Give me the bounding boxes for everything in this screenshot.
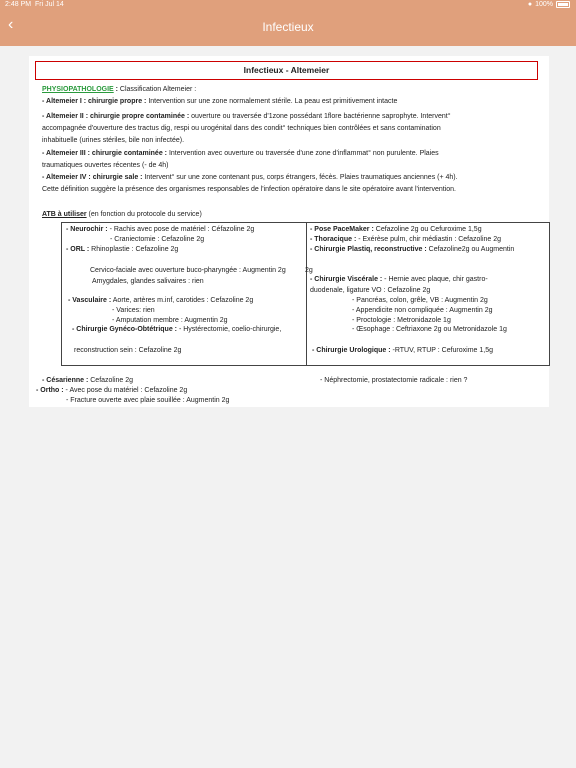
uro-text: -RTUV, RTUP : Cefuroxime 1,5g (390, 347, 494, 354)
visc-sub1: - Pancréas, colon, grêle, VB : Augmentin 2g (352, 297, 488, 304)
chevron-left-icon[interactable]: ‹ (8, 16, 14, 33)
battery-icon (556, 1, 570, 8)
vasc-sub2: - Amputation membre : Augmentin 2g (112, 317, 228, 324)
altemeier-2-text: ouverture ou traversée d'1zone possédant 1flore bactérienne saprophyte. Intervent° (189, 113, 451, 120)
altemeier-2-line2: accompagnée d'ouverture des tractus dig, respi ou urogénital dans des condit° techniques bien contrôlées et sans contamination (42, 125, 441, 132)
neuro-row (66, 225, 254, 234)
altemeier-4-label: - Altemeier IV : chirurgie sale : (42, 174, 143, 181)
vasc-sub1: - Varices: rien (112, 307, 155, 314)
document-page (29, 56, 549, 407)
atb-heading: ATB à utiliser (42, 211, 87, 218)
atb-line (42, 210, 202, 219)
visc-line2: duodenale, ligature VO : Cefazoline 2g (310, 287, 431, 294)
neuro-sub: - Craniectomie : Cefazoline 2g (110, 236, 205, 243)
ortho-sub: - Fracture ouverte avec plaie souillée : Augmentin 2g (66, 397, 230, 404)
altemeier-1 (42, 97, 397, 106)
cesarienne-text: Cefazoline 2g (88, 377, 134, 384)
thorax-row (310, 235, 501, 244)
orl-row (66, 245, 178, 254)
thorax-text: - Exérèse pulm, chir médiastin : Cefazoline 2g (356, 236, 502, 243)
uro-row (312, 346, 493, 355)
vasc-label: - Vasculaire : (68, 297, 112, 304)
page-title: Infectieux (262, 20, 314, 34)
altemeier-2-line3: inhabituelle (urines stériles, bile non infectée). (42, 137, 185, 144)
orl-sub2: Amygdales, glandes salivaires : rien (92, 278, 204, 285)
orl-label: - ORL : (66, 246, 90, 253)
altemeier-2-label: - Altemeier II : chirurgie propre contaminée : (42, 113, 190, 120)
visc-label: - Chirurgie Viscérale : (310, 276, 383, 283)
wifi-icon: ● (527, 1, 533, 8)
visc-text: - Hernie avec plaque, chir gastro- (382, 276, 488, 283)
neuro-text: - Rachis avec pose de matériel : Céfazoline 2g (107, 226, 255, 233)
vasc-row (68, 296, 253, 305)
thorax-label: - Thoracique : (310, 236, 357, 243)
nephro-row: - Néphrectomie, prostatectomie radicale : rien ? (320, 377, 468, 384)
status-time: 2:48 PM (5, 1, 32, 8)
cesarienne-row (42, 376, 133, 385)
altemeier-1-label: - Altemeier I : chirurgie propre : (42, 98, 147, 105)
document-title: Infectieux - Altemeier (35, 61, 538, 80)
battery-percent: 100% (535, 1, 553, 8)
altemeier-3-label: - Altemeier III : chirurgie contaminée : (42, 150, 167, 157)
gyn-row (72, 325, 281, 334)
altemeier-3 (42, 149, 439, 158)
nav-header (0, 0, 576, 46)
altemeier-1-text: Intervention sur une zone normalement stérile. La peau est primitivement intacte (146, 98, 398, 105)
table-divider (306, 223, 307, 365)
vasc-text: Aorte, artères m.inf, carotides : Cefazoline 2g (111, 297, 254, 304)
plastic-text: Cefazoline2g ou Augmentin (426, 246, 515, 253)
atb-text: (en fonction du protocole du service) (86, 211, 202, 218)
gyn-text: - Hystérectomie, coelio-chirurgie, (177, 326, 282, 333)
orl-sub1: Cervico-faciale avec ouverture buco-pharyngée : Augmentin 2g (90, 267, 286, 274)
orl-text: Rhinoplastie : Cefazoline 2g (89, 246, 179, 253)
visc-sub3: - Proctologie : Metronidazole 1g (352, 317, 451, 324)
gyn-label: - Chirurgie Gynéco-Obtétrique : (72, 326, 178, 333)
visc-sub4: - Œsophage : Ceftriaxone 2g ou Metronidazole 1g (352, 326, 507, 333)
pace-row (310, 225, 482, 234)
physio-colon: : (113, 86, 118, 93)
altemeier-4 (42, 173, 458, 182)
gyn-line2: reconstruction sein : Cefazoline 2g (74, 347, 182, 354)
pace-text: Cefazoline 2g ou Cefuroxime 1,5g (373, 226, 482, 233)
plastic-row (310, 245, 514, 254)
physio-heading: PHYSIOPATHOLOGIE (42, 86, 114, 93)
plastic-label: - Chirurgie Plastiq, reconstructive : (310, 246, 427, 253)
pace-label: - Pose PaceMaker : (310, 226, 374, 233)
physio-line (42, 85, 196, 94)
altemeier-3-text: Intervention avec ouverture ou traversée d'une zone d'inflammat° non purulente. Plaies (167, 150, 439, 157)
altemeier-3-line2: traumatiques ouvertes récentes (- de 4h) (42, 162, 169, 169)
status-time-date (5, 1, 64, 8)
ortho-row (36, 386, 187, 395)
altemeier-4-text: Intervent° sur une zone contenant pus, corps étrangers, fécès. Plaies traumatiques anciennes (+ 4h). (142, 174, 458, 181)
visc-row (310, 275, 488, 284)
neuro-label: - Neurochir : (66, 226, 108, 233)
cesarienne-label: - Césarienne : (42, 377, 89, 384)
status-indicators (528, 1, 570, 8)
altemeier-2 (42, 112, 451, 121)
atb-table (61, 222, 550, 366)
orl-sub1-end: 2g (305, 267, 313, 274)
ortho-label: - Ortho : (36, 387, 64, 394)
visc-sub2: - Appendicite non compliquée : Augmentin 2g (352, 307, 493, 314)
physio-text: Classification Altemeier : (117, 86, 197, 93)
status-date: Fri Jul 14 (34, 1, 64, 8)
uro-label: - Chirurgie Urologique : (312, 347, 391, 354)
ortho-text: - Avec pose du matériel : Cefazoline 2g (63, 387, 188, 394)
altemeier-4-line2: Cette définition suggère la présence des organismes responsables de l'infection opératoire dans le site opératoire avant l'intervention. (42, 186, 456, 193)
